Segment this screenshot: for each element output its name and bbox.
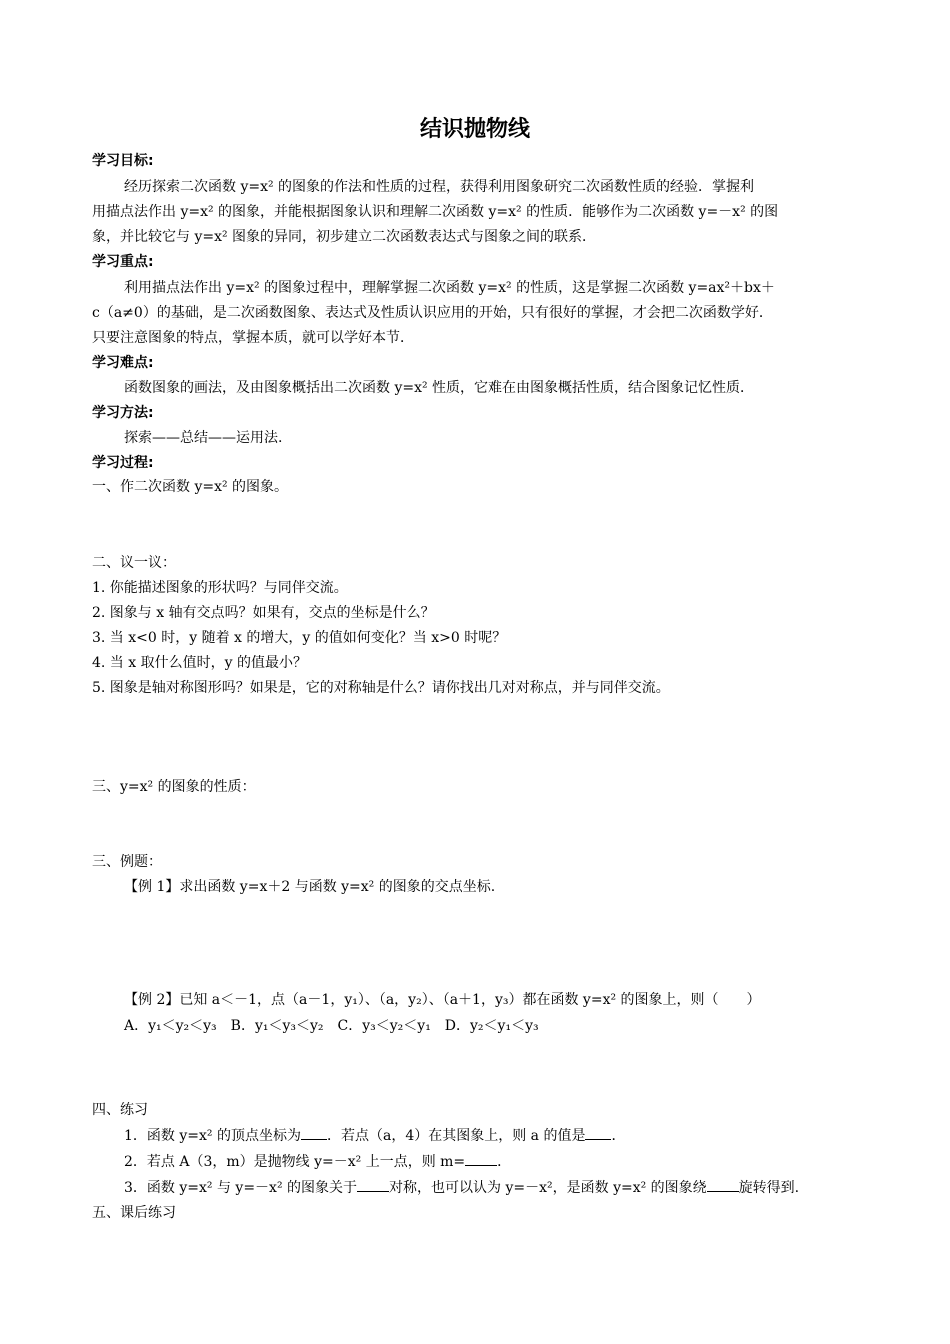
exercise-1 [124, 1125, 894, 1146]
exercise-3-text: 旋转得到. [738, 1180, 800, 1196]
process-step-3: 三、y=x² 的图象的性质： [92, 779, 256, 795]
exercise-3 [124, 1177, 894, 1198]
example-2-options: A．y₁＜y₂＜y₃ B．y₁＜y₃＜y₂ C．y₃＜y₂＜y₁ D．y₂＜y₁＜y₃ [124, 1018, 539, 1034]
exercise-1-text: 1．函数 y=x² 的顶点坐标为 [124, 1128, 301, 1144]
process-step-6: 五、课后练习 [92, 1205, 176, 1221]
question-item: 5. 图象是轴对称图形吗？如果是，它的对称轴是什么？请你找出几对对称点，并与同伴交流。 [92, 680, 670, 696]
key-points-line: 利用描点法作出 y=x² 的图象过程中，理解掌握二次函数 y=x² 的性质，这是掌握二次函数 y=ax²＋bx＋ [124, 280, 775, 296]
question-item: 1. 你能描述图象的形状吗？与同伴交流。 [92, 580, 348, 596]
question-item: 3. 当 x<0 时，y 随着 x 的增大，y 的值如何变化？当 x>0 时呢？ [92, 630, 507, 646]
process-heading: 学习过程: [92, 455, 154, 471]
answer-blank[interactable] [585, 1125, 611, 1140]
objectives-heading: 学习目标: [92, 153, 154, 169]
example-1: 【例 1】求出函数 y=x＋2 与函数 y=x² 的图象的交点坐标. [124, 879, 496, 895]
process-step-5: 四、练习 [92, 1102, 148, 1118]
exercise-2-text: 2．若点 A（3，m）是抛物线 y=－x² 上一点，则 m= [124, 1154, 466, 1170]
example-2: 【例 2】已知 a＜－1，点（a－1，y₁）、（a，y₂）、（a＋1，y₃）都在函数 y=x² 的图象上，则（ ） [124, 992, 761, 1008]
process-step-2: 二、议一议： [92, 555, 176, 571]
process-step-4: 三、例题： [92, 854, 162, 870]
question-item: 2. 图象与 x 轴有交点吗？如果有，交点的坐标是什么？ [92, 605, 435, 621]
answer-blank[interactable] [465, 1151, 497, 1166]
key-points-heading: 学习重点: [92, 254, 154, 270]
difficulties-heading: 学习难点: [92, 355, 154, 371]
objectives-line: 象，并比较它与 y=x² 图象的异同，初步建立二次函数表达式与图象之间的联系． [92, 229, 597, 245]
process-step-1: 一、作二次函数 y=x² 的图象。 [92, 479, 289, 495]
exercise-3-text: 3．函数 y=x² 与 y=－x² 的图象关于 [124, 1180, 358, 1196]
exercise-1-text: ．若点（a，4）在其图象上，则 a 的值是 [326, 1128, 586, 1144]
exercise-1-text: ． [611, 1128, 626, 1144]
key-points-line: c（a≠0）的基础，是二次函数图象、表达式及性质认识应用的开始，只有很好的掌握，才会把二次函数学好． [92, 305, 773, 321]
exercise-2 [124, 1151, 894, 1172]
difficulties-line: 函数图象的画法，及由图象概括出二次函数 y=x² 性质，它难在由图象概括性质，结合图象记忆性质． [124, 380, 755, 396]
page-title: 结识抛物线 [419, 117, 530, 142]
objectives-line: 用描点法作出 y=x² 的图象，并能根据图象认识和理解二次函数 y=x² 的性质．能够作为二次函数 y=－x² 的图 [92, 204, 779, 220]
objectives-line: 经历探索二次函数 y=x² 的图象的作法和性质的过程，获得利用图象研究二次函数性质的经验．掌握利 [124, 179, 755, 195]
answer-blank[interactable] [301, 1125, 327, 1140]
exercise-2-text: ． [497, 1154, 512, 1170]
question-item: 4. 当 x 取什么值时，y 的值最小？ [92, 655, 307, 671]
answer-blank[interactable] [707, 1177, 739, 1192]
key-points-line: 只要注意图象的特点，掌握本质，就可以学好本节． [92, 330, 414, 346]
method-heading: 学习方法: [92, 405, 154, 421]
exercise-3-text: 对称，也可以认为 y=－x²，是函数 y=x² 的图象绕 [389, 1180, 707, 1196]
answer-blank[interactable] [357, 1177, 389, 1192]
method-line: 探索——总结——运用法. [124, 430, 283, 446]
